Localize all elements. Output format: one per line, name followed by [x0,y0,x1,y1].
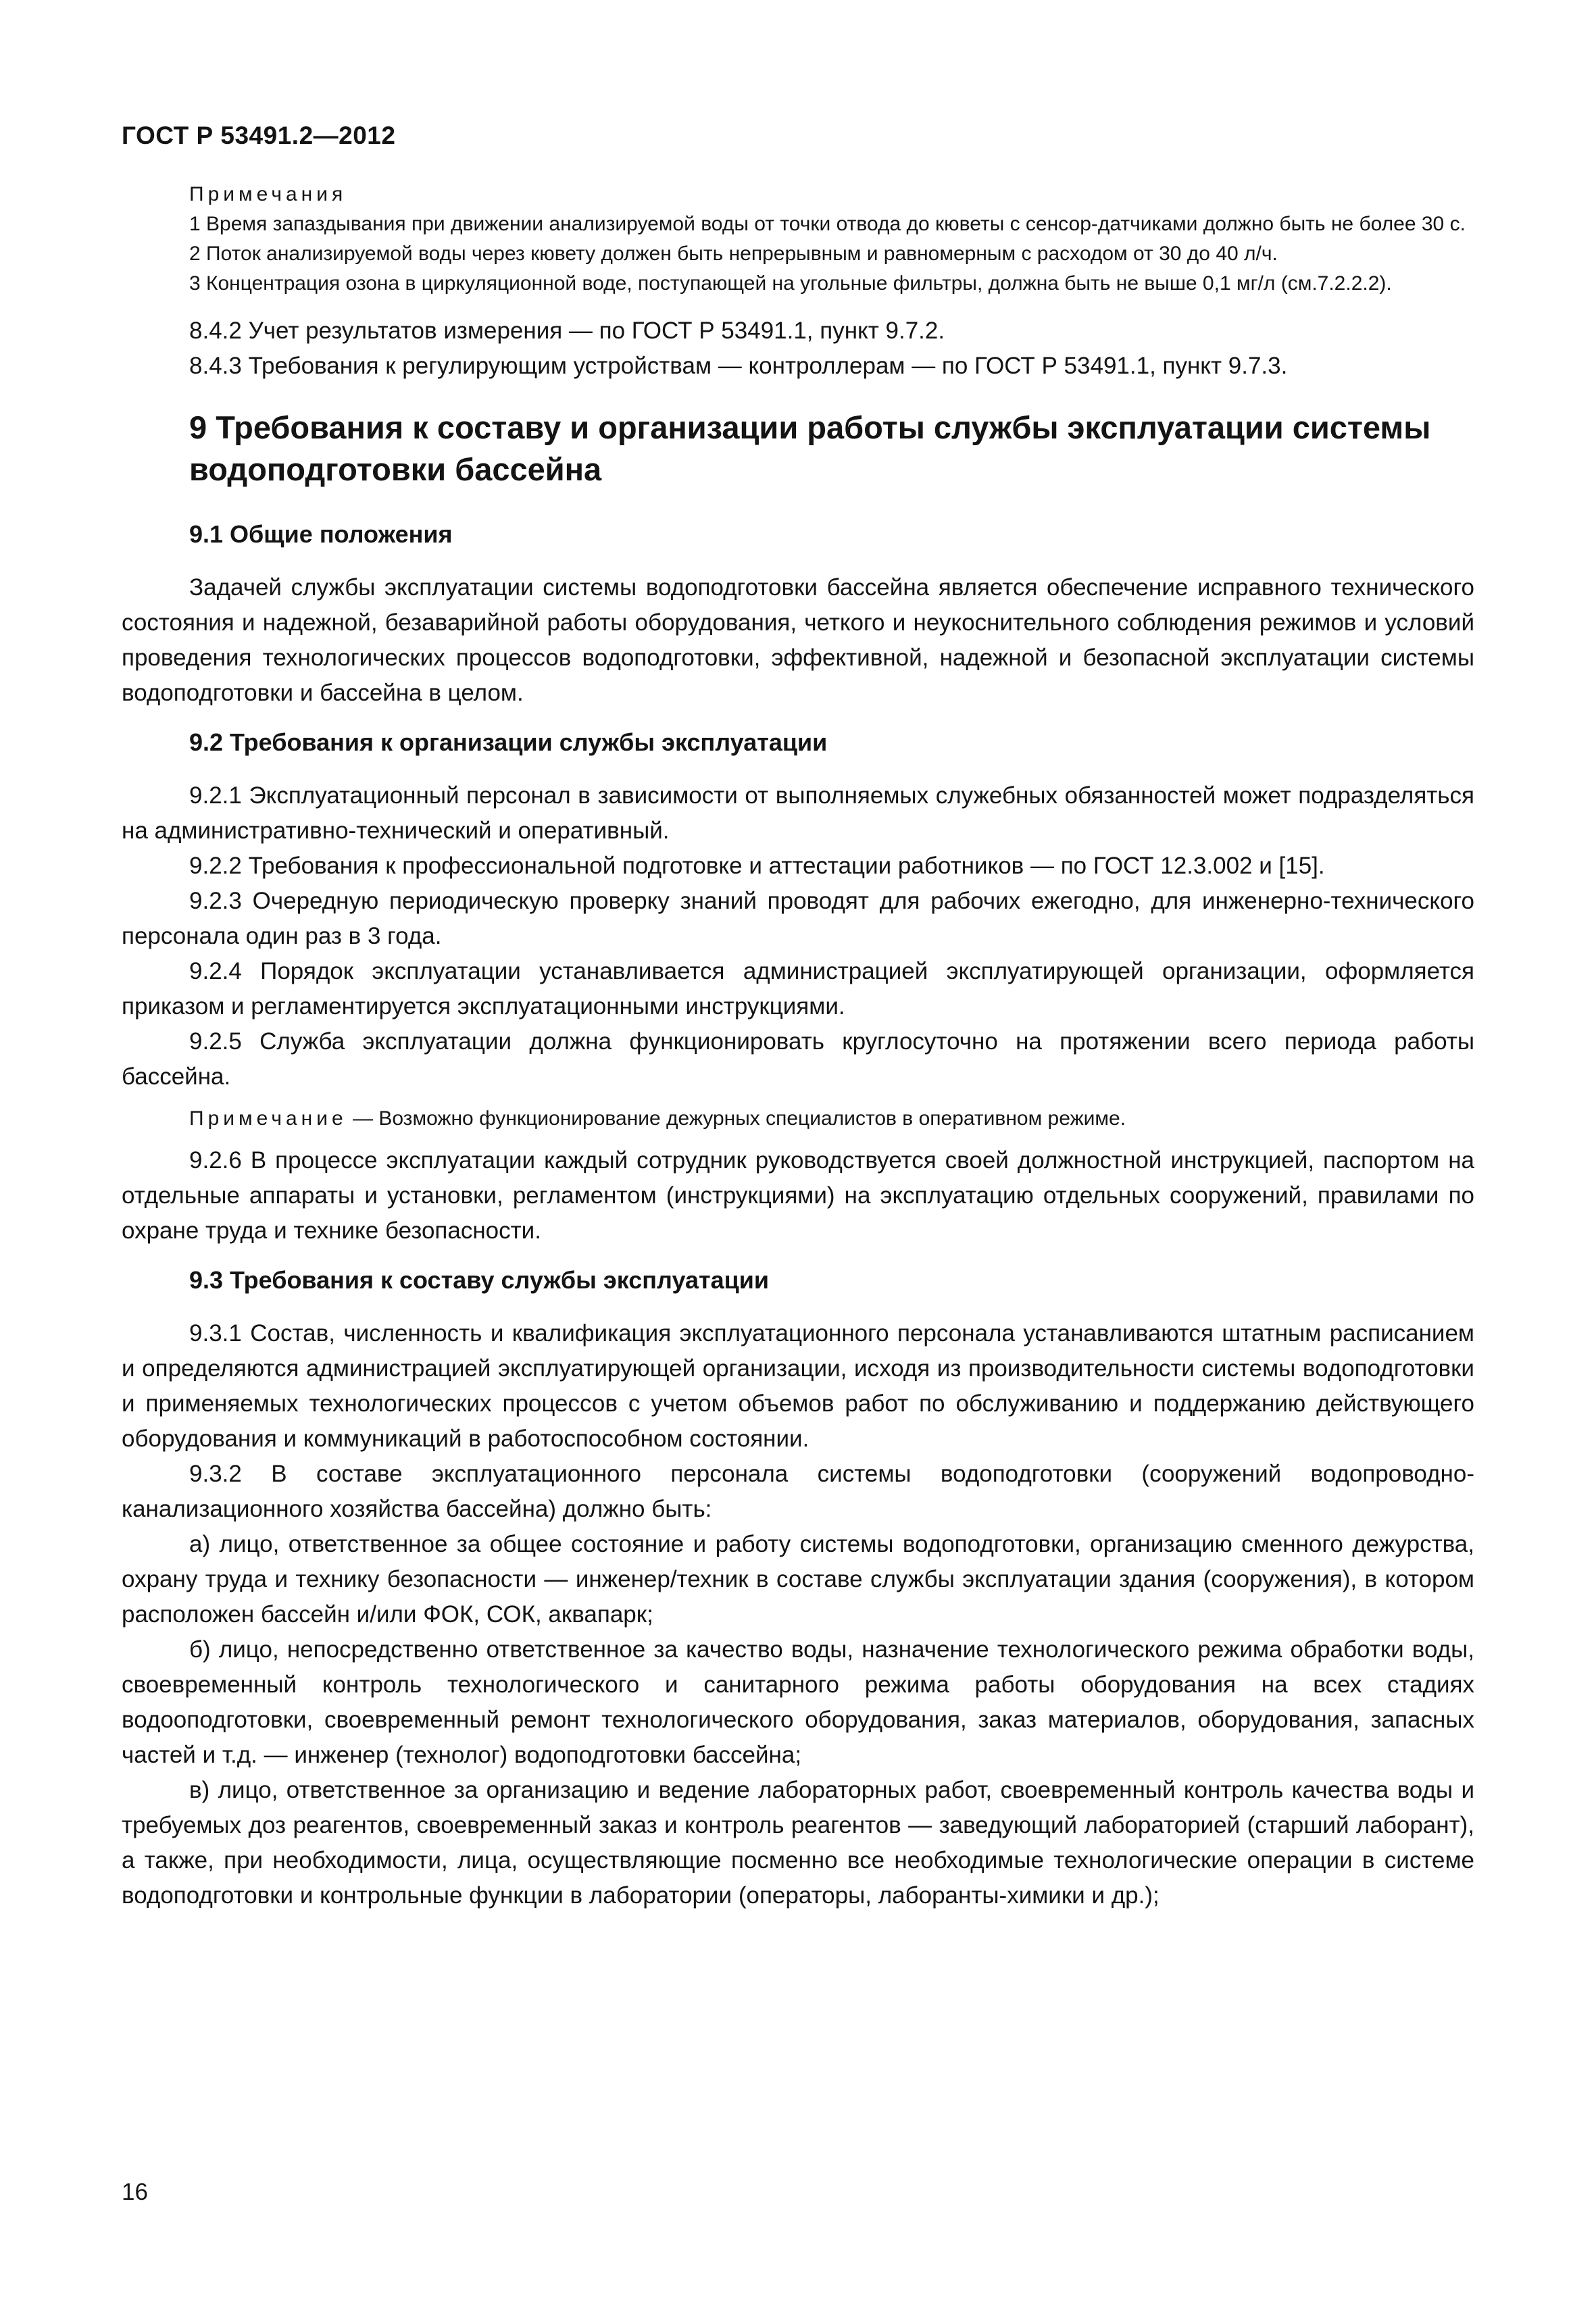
list-item: б) лицо, непосредственно ответственное за качество воды, назначение технологического режима обработки воды, своевременный контроль технологического и санитарного режима работы оборудования на всех стадиях водооподготовки, своевременный ремонт технологического оборудования, заказ материалов, оборудования, запасных частей и т.д. — инженер (технолог) водоподготовки бассейна; [122,1636,1474,1768]
subsection-heading: 9.3 Требования к составу службы эксплуатации [189,1266,770,1294]
document-code: ГОСТ Р 53491.2—2012 [122,122,396,149]
paragraph: 9.2.6 В процессе эксплуатации каждый сотрудник руководствуется своей должностной инструкцией, паспортом на отдельные аппараты и установки, регламентом (инструкциями) на эксплуатацию отдельных сооружений, правилами по охране труда и технике безопасности. [122,1147,1474,1244]
paragraph: 9.2.4 Порядок эксплуатации устанавливается администрацией эксплуатирующей организации, оформляется приказом и регламентируется эксплуатационными инструкциями. [122,958,1474,1020]
notes-title: Примечания [189,183,347,205]
paragraph: 9.2.2 Требования к профессиональной подготовке и аттестации работников — по ГОСТ 12.3.002 и [15]. [189,853,1325,879]
subsection-heading: 9.1 Общие положения [189,520,453,548]
note-item: 2 Поток анализируемой воды через кювету должен быть непрерывным и равномерным с расходом от 30 до 40 л/ч. [189,243,1278,265]
paragraph: 9.2.3 Очередную периодическую проверку знаний проводят для рабочих ежегодно, для инженерно-технического персонала один раз в 3 года. [122,888,1474,949]
note-paragraph [122,1104,1474,1134]
paragraph: Задачей службы эксплуатации системы водоподготовки бассейна является обеспечение исправного технического состояния и надежной, безаварийной работы оборудования, четкого и неукоснительного соблюдения режимов и условий проведения технологических процессов водоподготовки, эффективной, надежной и безопасной эксплуатации системы водоподготовки и бассейна в целом. [122,574,1474,706]
subsection-heading: 9.2 Требования к организации службы эксплуатации [189,728,828,756]
page-number: 16 [122,2179,148,2205]
paragraph: 9.2.1 Эксплуатационный персонал в зависимости от выполняемых служебных обязанностей может подразделяться на административно-технический и оперативный. [122,782,1474,844]
list-item: а) лицо, ответственное за общее состояние и работу системы водоподготовки, организацию сменного дежурства, охрану труда и технику безопасности — инженер/техник в составе службы эксплуатации здания (сооружения), в котором расположен бассейн и/или ФОК, СОК, аквапарк; [122,1531,1474,1628]
paragraph: 9.2.5 Служба эксплуатации должна функционировать круглосуточно на протяжении всего периода работы бассейна. [122,1028,1474,1090]
note-item: 1 Время запаздывания при движении анализируемой воды от точки отвода до кюветы с сенсор-датчиками должно быть не более 30 с. [189,213,1466,235]
note-item: 3 Концентрация озона в циркуляционной воде, поступающей на угольные фильтры, должна быть не выше 0,1 мг/л (см.7.2.2.2). [189,272,1392,295]
paragraph: 9.3.1 Состав, численность и квалификация эксплуатационного персонала устанавливаются штатным расписанием и определяются администрацией эксплуатирующей организации, исходя из производительности системы водоподготовки и применяемых технологических процессов с учетом объемов работ по обслуживанию и поддержанию действующего оборудования и коммуникаций в работоспособном состоянии. [122,1320,1474,1452]
document-page [122,122,1474,2216]
list-item: в) лицо, ответственное за организацию и ведение лабораторных работ, своевременный контроль качества воды и требуемых доз реагентов, своевременный заказ и контроль реагентов — заведующий лабораторией (старший лаборант), а также, при необходимости, лица, осуществляющие посменно все необходимые технологические операции в системе водоподготовки и контрольные функции в лаборатории (операторы, лаборанты-химики и др.); [122,1777,1474,1909]
paragraph: 8.4.3 Требования к регулирующим устройствам — контроллерам — по ГОСТ Р 53491.1, пункт 9.7.3. [189,353,1288,379]
note-label: Примечание [189,1107,347,1130]
section-heading: 9 Требования к составу и организации работы службы эксплуатации системы водоподготовки бассейна [189,409,1431,487]
note-text: — Возможно функционирование дежурных специалистов в оперативном режиме. [347,1107,1126,1130]
paragraph: 8.4.2 Учет результатов измерения — по ГОСТ Р 53491.1, пункт 9.7.2. [189,318,945,344]
paragraph: 9.3.2 В составе эксплуатационного персонала системы водоподготовки (сооружений водопроводно-канализационного хозяйства бассейна) должно быть: [122,1461,1474,1522]
